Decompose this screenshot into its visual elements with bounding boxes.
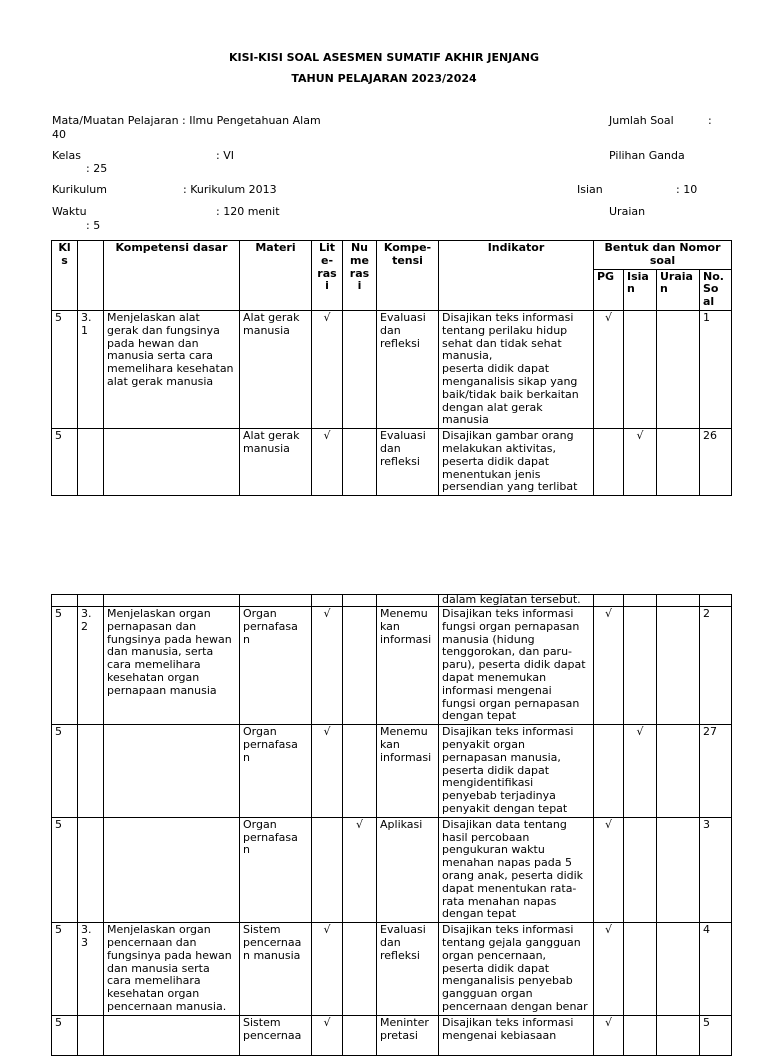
cell-uraian <box>657 310 700 428</box>
cell-kelas: 5 <box>52 817 78 922</box>
cell-pg: √ <box>594 310 624 428</box>
col-header-uraian: Uraia n <box>657 269 700 310</box>
cell-pg: √ <box>594 607 624 725</box>
cell-no-kd <box>78 429 104 496</box>
cell-kelas: 5 <box>52 923 78 1016</box>
col-header-isian: Isia n <box>624 269 657 310</box>
pilihan-ganda-value: : 25 <box>86 162 108 175</box>
cell-no-soal: 3 <box>700 817 732 922</box>
col-header-kompetensi-dasar: Kompetensi dasar <box>104 241 240 311</box>
cell-literasi: √ <box>312 607 343 725</box>
cell-isian <box>624 310 657 428</box>
cell-materi: Organ pernafasa n <box>240 817 312 922</box>
cell-no-kd: 3. 1 <box>78 310 104 428</box>
cell-kompetensi: Evaluasi dan refleksi <box>377 429 439 496</box>
cell-kompetensi-dasar <box>104 817 240 922</box>
table-row <box>52 817 732 922</box>
cell-kompetensi: Menemu kan informasi <box>377 607 439 725</box>
cell-isian <box>624 817 657 922</box>
kelas-label: Kelas <box>52 149 81 162</box>
cell-kelas: 5 <box>52 310 78 428</box>
cell-literasi: √ <box>312 725 343 818</box>
cell-materi: Sistem pencernaa n manusia <box>240 923 312 1016</box>
col-header-bentuk-nomor-soal: Bentuk dan Nomor soal <box>594 241 732 270</box>
cell-no-soal: 1 <box>700 310 732 428</box>
cell-kompetensi-dasar: Menjelaskan organ pencernaan dan fungsinya pada hewan dan manusia serta cara memelihara kesehatan organ pencernaan manusia. <box>104 923 240 1016</box>
cell-indikator: Disajikan data tentang hasil percobaan pengukuran waktu menahan napas pada 5 orang anak, peserta didik dapat menentukan rata- rata menahan napas dengan tepat <box>439 817 594 922</box>
isian-label: Isian <box>577 183 603 196</box>
cell-uraian <box>657 923 700 1016</box>
document-subtitle: TAHUN PELAJARAN 2023/2024 <box>291 72 477 85</box>
pilihan-ganda-label: Pilihan Ganda <box>609 149 685 162</box>
cell-uraian <box>657 1015 700 1055</box>
cell-materi: Alat gerak manusia <box>240 429 312 496</box>
uraian-label: Uraian <box>609 205 646 218</box>
cell-uraian <box>657 817 700 922</box>
col-header-materi: Materi <box>240 241 312 311</box>
cell-kompetensi: Evaluasi dan refleksi <box>377 923 439 1016</box>
cell-pg: √ <box>594 817 624 922</box>
cell-uraian <box>657 607 700 725</box>
cell-no-kd: 3. 2 <box>78 607 104 725</box>
col-header-numerasi: Nu me ras i <box>343 241 377 311</box>
col-header-indikator: Indikator <box>439 241 594 311</box>
cell-no-soal: 4 <box>700 923 732 1016</box>
kisi-kisi-table-page-1 <box>51 240 732 496</box>
kelas-value: : VI <box>216 149 234 162</box>
cell-kelas: 5 <box>52 1015 78 1055</box>
cell-indikator: Disajikan gambar orang melakukan aktivitas, peserta didik dapat menentukan jenis persendian yang terlibat <box>439 429 594 496</box>
cell-uraian <box>657 725 700 818</box>
col-header-literasi: Lit e- ras i <box>312 241 343 311</box>
cell-numerasi: √ <box>343 817 377 922</box>
cell-no-kd <box>78 817 104 922</box>
cell-no-soal: 2 <box>700 607 732 725</box>
table-row <box>52 607 732 725</box>
cell-isian: √ <box>624 429 657 496</box>
cell-indikator: Disajikan teks informasi tentang gejala gangguan organ pencernaan, peserta didik dapat menganalisis penyebab gangguan organ pencernaan dengan benar <box>439 923 594 1016</box>
cell-isian: √ <box>624 725 657 818</box>
isian-value: : 10 <box>676 183 698 196</box>
jumlah-soal-colon: : <box>708 114 712 127</box>
cell-kelas: 5 <box>52 429 78 496</box>
col-header-no-kd <box>78 241 104 311</box>
mapel-label: Mata/Muatan Pelajaran <box>52 114 179 127</box>
cell-materi: Sistem pencernaa <box>240 1015 312 1055</box>
cell-isian <box>624 923 657 1016</box>
cell-kompetensi-dasar <box>104 725 240 818</box>
waktu-value: : 120 menit <box>216 205 280 218</box>
table-row <box>52 923 732 1016</box>
table-row-continuation <box>52 595 732 607</box>
cell-kompetensi-dasar: Menjelaskan organ pernapasan dan fungsinya pada hewan dan manusia, serta cara memelihara kesehatan organ pernapaan manusia <box>104 607 240 725</box>
cell-no-soal: 26 <box>700 429 732 496</box>
waktu-label: Waktu <box>52 205 87 218</box>
cell-no-soal: 5 <box>700 1015 732 1055</box>
cell-no-kd <box>78 725 104 818</box>
cell-indikator-continued: dalam kegiatan tersebut. <box>439 595 594 607</box>
table-row <box>52 1015 732 1055</box>
table-row <box>52 725 732 818</box>
kurikulum-value: : Kurikulum 2013 <box>183 183 277 196</box>
kurikulum-label: Kurikulum <box>52 183 107 196</box>
cell-kelas: 5 <box>52 607 78 725</box>
kisi-kisi-table-page-2 <box>51 594 732 1056</box>
cell-kompetensi: Menemu kan informasi <box>377 725 439 818</box>
cell-literasi: √ <box>312 429 343 496</box>
cell-indikator: Disajikan teks informasi fungsi organ pernapasan manusia (hidung tenggorokan, dan paru- paru), peserta didik dapat dapat menemukan informasi mengenai fungsi organ pernapasan dengan tepat <box>439 607 594 725</box>
cell-materi: Organ pernafasa n <box>240 607 312 725</box>
cell-literasi: √ <box>312 1015 343 1055</box>
cell-kompetensi: Meninter pretasi <box>377 1015 439 1055</box>
cell-literasi: √ <box>312 923 343 1016</box>
cell-kompetensi-dasar: Menjelaskan alat gerak dan fungsinya pada hewan dan manusia serta cara memelihara kesehatan alat gerak manusia <box>104 310 240 428</box>
col-header-pg: PG <box>594 269 624 310</box>
cell-isian <box>624 1015 657 1055</box>
cell-kompetensi-dasar <box>104 1015 240 1055</box>
cell-no-kd: 3. 3 <box>78 923 104 1016</box>
cell-materi: Alat gerak manusia <box>240 310 312 428</box>
cell-numerasi <box>343 607 377 725</box>
cell-pg <box>594 429 624 496</box>
uraian-value: : 5 <box>86 219 101 232</box>
jumlah-soal-label: Jumlah Soal <box>609 114 674 127</box>
cell-pg <box>594 725 624 818</box>
cell-kompetensi-dasar <box>104 429 240 496</box>
col-header-kompetensi: Kompe- tensi <box>377 241 439 311</box>
cell-kompetensi: Aplikasi <box>377 817 439 922</box>
cell-numerasi <box>343 1015 377 1055</box>
cell-indikator: Disajikan teks informasi penyakit organ pernapasan manusia, peserta didik dapat mengidentifikasi penyebab terjadinya penyakit dengan tepat <box>439 725 594 818</box>
col-header-kelas: Kl s <box>52 241 78 311</box>
cell-no-kd <box>78 1015 104 1055</box>
cell-no-soal: 27 <box>700 725 732 818</box>
table-row <box>52 310 732 428</box>
cell-numerasi <box>343 923 377 1016</box>
cell-kompetensi: Evaluasi dan refleksi <box>377 310 439 428</box>
cell-materi: Organ pernafasa n <box>240 725 312 818</box>
jumlah-soal-value: 40 <box>52 128 66 141</box>
cell-indikator: Disajikan teks informasi tentang perilaku hidup sehat dan tidak sehat manusia, peserta didik dapat menganalisis sikap yang baik/tidak baik berkaitan dengan alat gerak manusia <box>439 310 594 428</box>
cell-literasi: √ <box>312 310 343 428</box>
cell-kelas: 5 <box>52 725 78 818</box>
cell-pg: √ <box>594 1015 624 1055</box>
cell-indikator: Disajikan teks informasi mengenai kebiasaan <box>439 1015 594 1055</box>
document-title: KISI-KISI SOAL ASESMEN SUMATIF AKHIR JENJANG <box>228 51 540 64</box>
cell-numerasi <box>343 310 377 428</box>
cell-numerasi <box>343 429 377 496</box>
cell-isian <box>624 607 657 725</box>
cell-uraian <box>657 429 700 496</box>
col-header-no-soal: No. So al <box>700 269 732 310</box>
cell-pg: √ <box>594 923 624 1016</box>
mapel-value: : Ilmu Pengetahuan Alam <box>182 114 321 127</box>
table-row <box>52 429 732 496</box>
cell-numerasi <box>343 725 377 818</box>
cell-literasi <box>312 817 343 922</box>
